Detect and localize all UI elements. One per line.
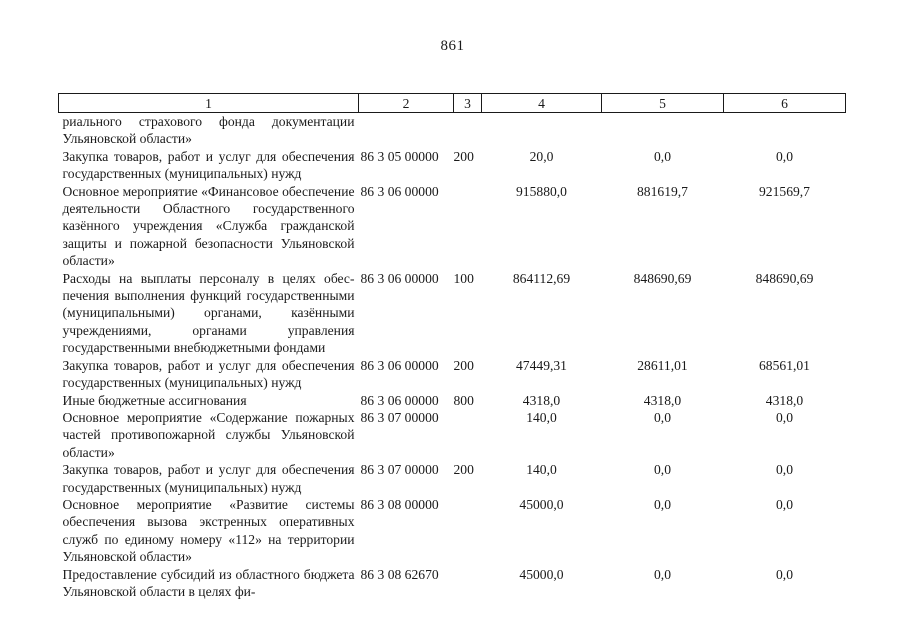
table-row [59,357,846,392]
row-value-col6: 921569,7 [759,183,810,199]
row-expense-type: 800 [453,392,474,408]
row-value-col4: 45000,0 [519,496,564,512]
row-value-col4: 915880,0 [516,183,567,199]
row-description: Основное мероприятие «Содержание пожарных частей противопожарной службы Ульяновской области» [62,409,355,460]
row-description: Закупка товаров, работ и услуг для обеспечения государственных (муниципальных) нужд [62,462,355,495]
table-row [59,148,846,183]
row-value-col5: 0,0 [654,148,671,164]
row-description: Основное мероприятие «Развитие системы обеспечения вызова экстренных оперативных служб по единому номеру «112» на территории Ульяновской области» [62,496,355,565]
table-body [59,113,846,601]
row-description: Закупка товаров, работ и услуг для обеспечения государственных (муниципальных) нужд [62,148,355,182]
row-expense-type: 200 [453,462,474,478]
page-number: 861 [440,38,465,54]
table-row [59,183,846,270]
row-value-col5: 0,0 [654,566,671,582]
row-value-col6: 0,0 [776,462,793,478]
row-value-col5: 28611,01 [637,357,688,373]
row-description: риального страхового фонда документации Ульяновской области» [62,114,355,147]
row-value-col6: 68561,01 [759,357,810,373]
budget-table [58,93,846,600]
row-value-col6 [724,113,846,148]
row-description: Закупка товаров, работ и услуг для обеспечения государственных (муниципальных) нужд [62,357,355,391]
row-value-col5: 848690,69 [633,270,692,286]
row-value-col6: 0,0 [776,148,793,164]
row-expense-type: 200 [453,357,474,373]
row-target-code: 86 3 06 00000 [360,392,439,408]
row-expense-type [454,566,482,601]
header-col-3: 3 [454,94,482,113]
row-target-code: 86 3 07 00000 [360,462,439,478]
table-row [59,113,846,148]
row-description: Основное мероприятие «Финансовое обеспечение деятельности Областного государственного казённого учреждения «Служба гражданской защиты и пожарной безопасности Ульяновской области» [62,183,355,269]
row-value-col6: 4318,0 [765,392,804,408]
row-value-col5: 4318,0 [643,392,682,408]
header-row [59,94,846,113]
row-value-col4: 45000,0 [519,566,564,582]
header-col-1: 1 [59,94,359,113]
row-value-col5: 0,0 [654,496,671,512]
row-expense-type: 100 [453,270,474,286]
row-target-code: 86 3 06 00000 [360,183,439,199]
row-expense-type [454,409,482,461]
row-value-col4: 4318,0 [522,392,561,408]
header-col-5: 5 [602,94,724,113]
table-row [59,496,846,566]
header-col-6: 6 [724,94,846,113]
table-row [59,409,846,461]
row-value-col4: 864112,69 [512,270,571,286]
row-value-col5: 0,0 [654,409,671,425]
header-col-4: 4 [482,94,602,113]
row-description: Расходы на выплаты персоналу в целях обеспечения выполнения функций государственными (муниципальными) органами, казёнными учреждениями, органами управления государственными внебюджетными фондами [62,270,355,356]
row-value-col4: 140,0 [526,409,557,425]
row-target-code [359,113,454,148]
row-target-code: 86 3 07 00000 [360,409,439,425]
row-value-col4 [482,113,602,148]
row-value-col4: 140,0 [526,462,557,478]
row-target-code: 86 3 06 00000 [360,357,439,373]
row-expense-type [454,183,482,270]
row-target-code: 86 3 06 00000 [360,270,439,286]
row-value-col6: 0,0 [776,566,793,582]
table-row [59,461,846,496]
row-value-col6: 0,0 [776,409,793,425]
row-value-col4: 20,0 [529,148,554,164]
row-value-col5 [602,113,724,148]
table-row [59,566,846,601]
row-value-col5: 0,0 [654,462,671,478]
row-expense-type [454,496,482,566]
row-expense-type: 200 [453,148,474,164]
table-row [59,270,846,357]
row-target-code: 86 3 05 00000 [360,148,439,164]
row-description: Предоставление субсидий из областного бюджета Ульяновской области в целях фи- [62,566,355,599]
row-expense-type [454,113,482,148]
table-header [59,94,846,113]
table-row [59,392,846,409]
row-value-col6: 848690,69 [755,270,814,286]
row-target-code: 86 3 08 62670 [360,566,439,582]
row-target-code: 86 3 08 00000 [360,496,439,512]
row-value-col6: 0,0 [776,496,793,512]
row-description: Иные бюджетные ассигнования [62,392,247,408]
row-value-col5: 881619,7 [637,183,688,199]
row-value-col4: 47449,31 [516,357,567,373]
header-col-2: 2 [359,94,454,113]
